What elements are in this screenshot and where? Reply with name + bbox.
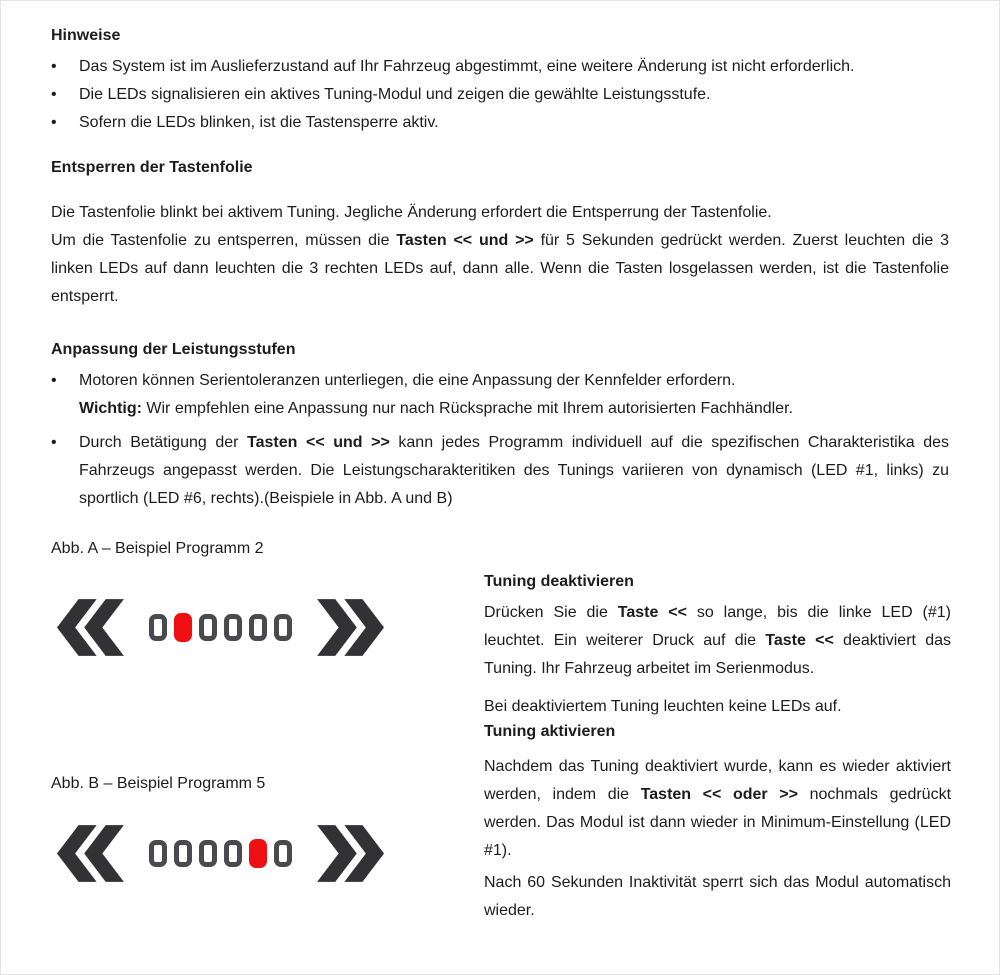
hinweise-bullet-list [51, 53, 949, 137]
list-item [51, 109, 949, 137]
section-heading-hinweise: Hinweise [51, 27, 121, 44]
heading-tuning-deaktivieren: Tuning deaktivieren [484, 573, 634, 590]
anpassung-bullet-list [51, 367, 949, 513]
led-indicator-1 [149, 614, 167, 641]
led-indicator-2-active [174, 613, 192, 642]
led-indicator-6 [274, 614, 292, 641]
section-heading-anpassung: Anpassung der Leistungsstufen [51, 341, 296, 358]
heading-tuning-aktivieren: Tuning aktivieren [484, 723, 616, 740]
figure-a-led-display [57, 595, 384, 660]
double-chevron-left-icon [57, 821, 125, 886]
figure-b-led-display [57, 821, 384, 886]
deactivate-paragraph: Drücken Sie die Taste << so lange, bis die linke LED (#1) leuchtet. Ein weiterer Druck auf die Taste << deaktiviert das Tuning. Ihr Fahrzeug arbeitet im Serienmodus. [484, 604, 952, 677]
led-indicator-4 [224, 614, 242, 641]
bullet-icon: • [51, 434, 57, 451]
led-indicator-5-active [249, 839, 267, 868]
activate-note: Nach 60 Sekunden Inaktivität sperrt sich das Modul automatisch wieder. [484, 874, 951, 919]
list-item [51, 429, 949, 513]
bullet-text: Sofern die LEDs blinken, ist die Tastensperre aktiv. [79, 114, 439, 131]
led-row [149, 613, 292, 642]
entsperren-paragraph-line2: Um die Tastenfolie zu entsperren, müssen die Tasten << und >> für 5 Sekunden gedrückt werden. Zuerst leuchten die 3 linken LEDs auf dann leuchten die 3 rechten LEDs auf, dann alle. Wenn die Tasten losgelassen werden, ist die Tastenfolie entsperrt. [51, 232, 950, 305]
bullet-text: Die LEDs signalisieren ein aktives Tuning-Modul und zeigen die gewählte Leistungsstufe. [79, 86, 711, 103]
tuning-instructions-column [484, 571, 951, 925]
bullet-line: Motoren können Serientoleranzen unterliegen, die eine Anpassung der Kennfelder erfordern. [79, 372, 736, 389]
bullet-line: Wichtig: Wir empfehlen eine Anpassung nur nach Rücksprache mit Ihrem autorisierten Fachhändler. [79, 400, 793, 417]
led-row [149, 839, 292, 868]
led-indicator-4 [224, 840, 242, 867]
figure-a-caption: Abb. A – Beispiel Programm 2 [51, 540, 264, 557]
double-chevron-left-icon [57, 595, 125, 660]
led-indicator-3 [199, 840, 217, 867]
bullet-icon: • [51, 58, 57, 75]
figures-section [51, 535, 952, 930]
bullet-icon: • [51, 372, 57, 389]
led-indicator-6 [274, 840, 292, 867]
bullet-text: Durch Betätigung der Tasten << und >> kann jedes Programm individuell auf die spezifischen Charakteristika des Fahrzeugs angepasst werden. Die Leistungscharakteritiken des Tunings variieren von dynamisch (LED #1, links) zu sportlich (LED #6, rechts).(Beispiele in Abb. A und B) [79, 434, 949, 507]
entsperren-paragraph-line1: Die Tastenfolie blinkt bei aktivem Tuning. Jegliche Änderung erfordert die Entsperrung der Tastenfolie. [51, 204, 772, 221]
figure-b-caption: Abb. B – Beispiel Programm 5 [51, 775, 266, 792]
activate-paragraph: Nachdem das Tuning deaktiviert wurde, kann es wieder aktiviert werden, indem die Tasten << oder >> nochmals gedrückt werden. Das Modul ist dann wieder in Minimum-Einstellung (LED #1). [484, 758, 952, 859]
list-item [51, 53, 949, 81]
bullet-text [79, 367, 949, 423]
deactivate-note: Bei deaktiviertem Tuning leuchten keine LEDs auf. [484, 698, 842, 715]
bullet-icon: • [51, 86, 57, 103]
section-heading-entsperren: Entsperren der Tastenfolie [51, 159, 253, 176]
double-chevron-right-icon [316, 595, 384, 660]
led-indicator-1 [149, 840, 167, 867]
bullet-icon: • [51, 114, 57, 131]
bullet-text: Das System ist im Auslieferzustand auf Ihr Fahrzeug abgestimmt, eine weitere Änderung ist nicht erforderlich. [79, 58, 855, 75]
led-indicator-3 [199, 614, 217, 641]
led-indicator-2 [174, 840, 192, 867]
double-chevron-right-icon [316, 821, 384, 886]
list-item [51, 81, 949, 109]
list-item [51, 367, 949, 423]
led-indicator-5 [249, 614, 267, 641]
